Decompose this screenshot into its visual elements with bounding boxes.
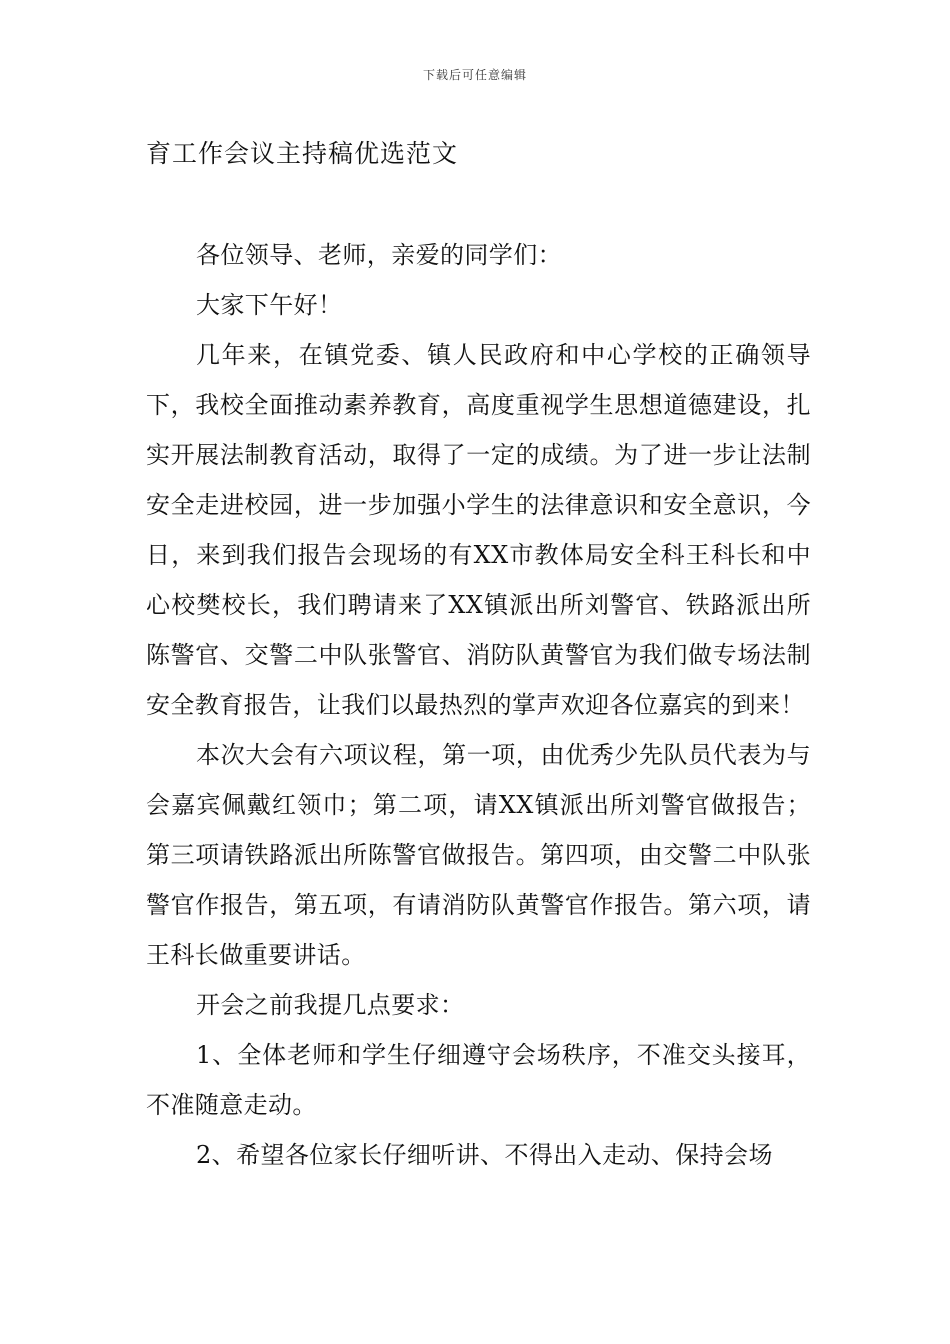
header-note: 下载后可任意编辑 bbox=[422, 68, 527, 82]
document-title: 育工作会议主持稿优选范文 bbox=[146, 139, 459, 168]
document-body bbox=[146, 230, 811, 1180]
paragraph-requirements-intro: 开会之前我提几点要求： bbox=[196, 991, 465, 1019]
paragraph-agenda: 本次大会有六项议程，第一项，由优秀少先队员代表为与会嘉宾佩戴红领巾；第二项，请XX镇派出所刘警官做报告；第三项请铁路派出所陈警官做报告。第四项，由交警二中队张警官作报告，第五项，有请消防队黄警官作报告。第六项，请王科长做重要讲话。 bbox=[146, 741, 811, 969]
paragraph-requirement-2: 2、希望各位家长仔细听讲、不得出入走动、保持会场 bbox=[196, 1141, 773, 1169]
paragraph-introduction: 几年来，在镇党委、镇人民政府和中心学校的正确领导下，我校全面推动素养教育，高度重视学生思想道德建设，扎实开展法制教育活动，取得了一定的成绩。为了进一步让法制安全走进校园，进一步加强小学生的法律意识和安全意识，今日，来到我们报告会现场的有XX市教体局安全科王科长和中心校樊校长，我们聘请来了XX镇派出所刘警官、铁路派出所陈警官、交警二中队张警官、消防队黄警官为我们做专场法制安全教育报告，让我们以最热烈的掌声欢迎各位嘉宾的到来！ bbox=[146, 341, 811, 719]
paragraph-requirement-1: 1、全体老师和学生仔细遵守会场秩序，不准交头接耳，不准随意走动。 bbox=[146, 1041, 811, 1119]
paragraph-greeting: 各位领导、老师，亲爱的同学们： bbox=[196, 241, 562, 269]
paragraph-good-afternoon: 大家下午好！ bbox=[196, 291, 343, 319]
